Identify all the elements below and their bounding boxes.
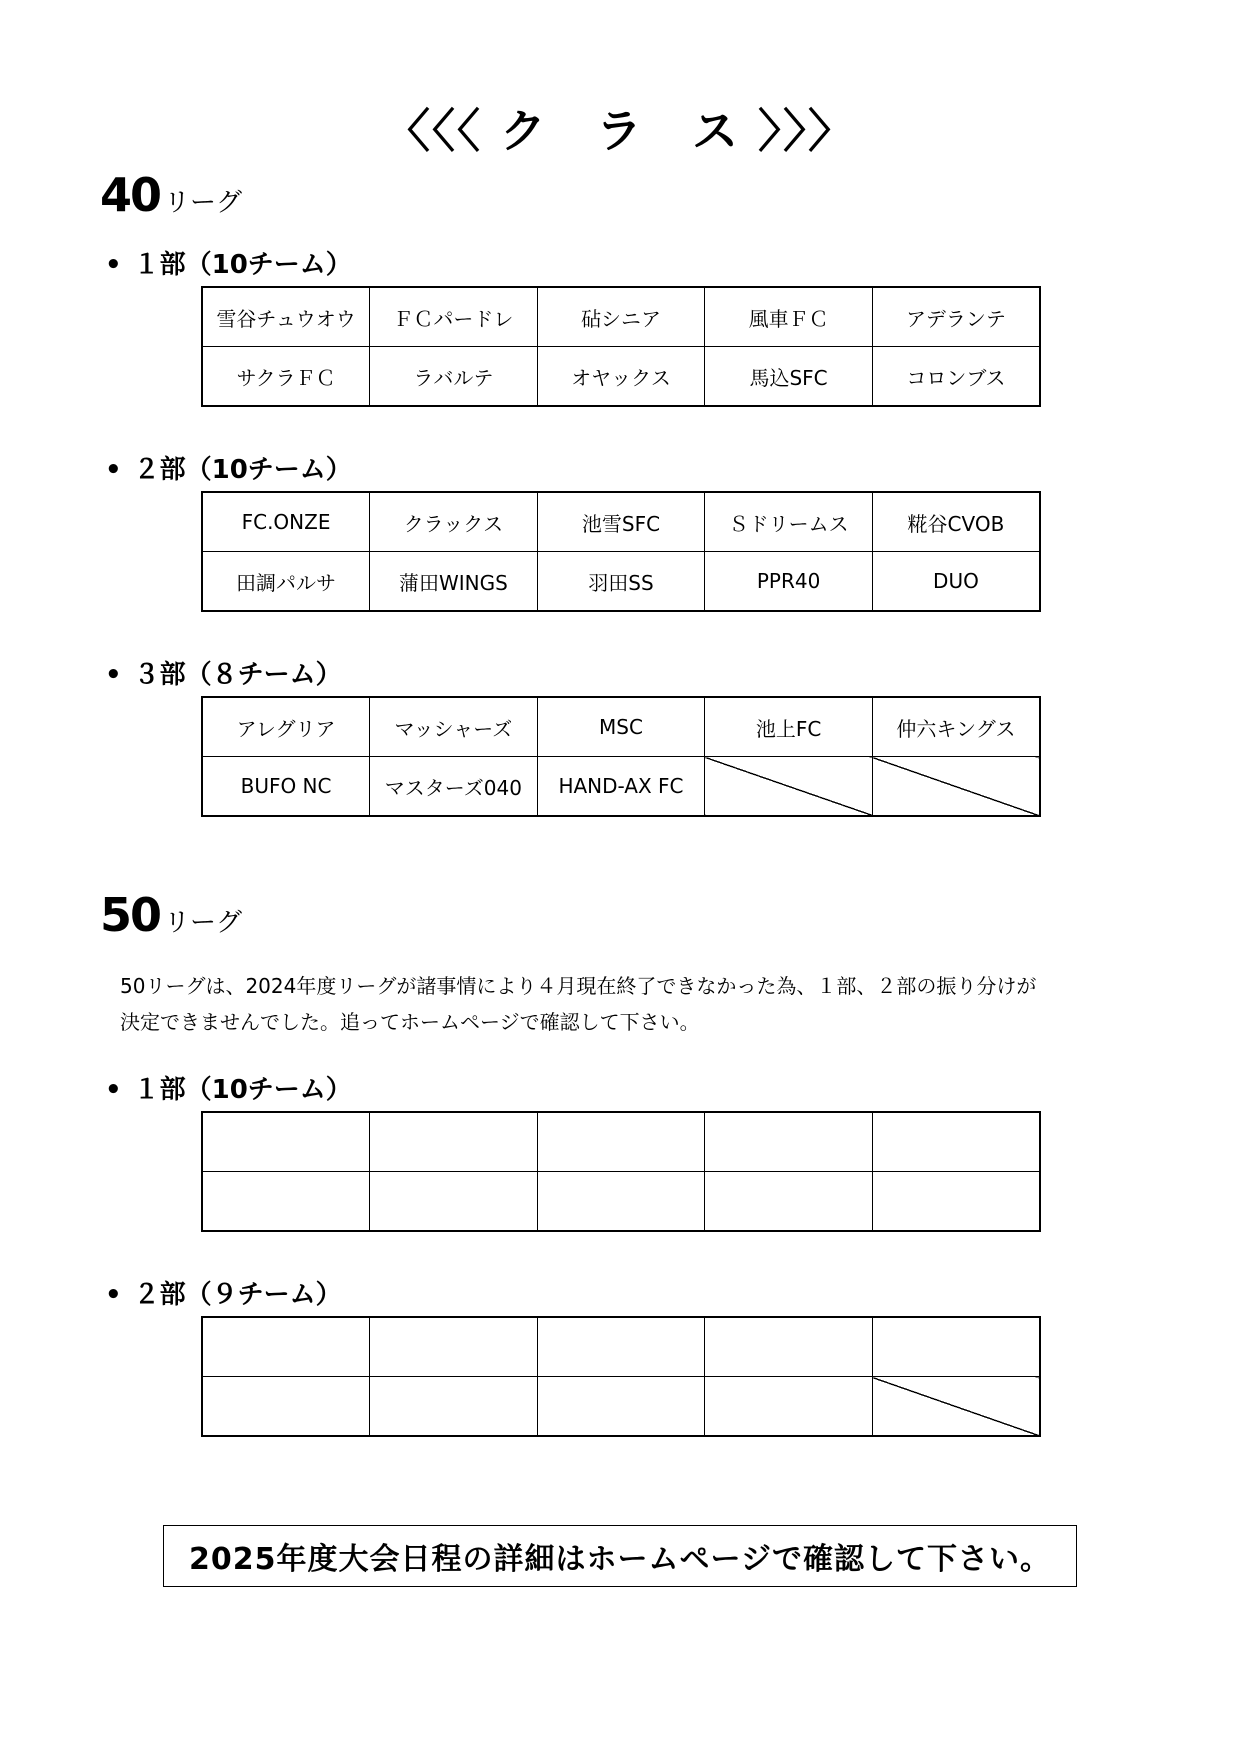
- note-line: 決定できませんでした。追ってホームページで確認して下さい。: [120, 1010, 700, 1034]
- division-label: ２部（10チーム）: [133, 455, 352, 485]
- team-cell: 池上FC: [705, 697, 873, 757]
- table-row: [202, 697, 1040, 757]
- league-suffix: リーグ: [164, 188, 243, 218]
- empty-team-cell: [872, 1172, 1040, 1232]
- league-40-heading: [100, 168, 242, 222]
- empty-slot-cell: [705, 757, 873, 817]
- team-cell: BUFO NC: [202, 757, 370, 817]
- empty-team-cell: [872, 1317, 1040, 1377]
- league-40-division-3-heading: [105, 654, 342, 691]
- league-40-division-2-table: [201, 491, 1041, 612]
- team-cell: アレグリア: [202, 697, 370, 757]
- table-row: [202, 1112, 1040, 1172]
- team-cell: MSC: [537, 697, 705, 757]
- league-50-division-1-table: [201, 1111, 1041, 1232]
- team-cell: 田調パルサ: [202, 552, 370, 612]
- empty-team-cell: [202, 1317, 370, 1377]
- page-title: 〈〈〈 ク ラ ス 〉〉〉: [383, 104, 857, 158]
- league-40-division-3-table: [201, 696, 1041, 817]
- bullet: •: [105, 1280, 122, 1310]
- team-cell: 羽田SS: [537, 552, 705, 612]
- team-cell: 蒲田WINGS: [370, 552, 538, 612]
- team-cell: アデランテ: [872, 287, 1040, 347]
- empty-team-cell: [537, 1317, 705, 1377]
- league-50-division-2-heading: [105, 1274, 342, 1311]
- team-cell: ラバルテ: [370, 347, 538, 407]
- league-50-division-2-table: [201, 1316, 1041, 1437]
- table-row: [202, 1377, 1040, 1437]
- league-50-note: [120, 968, 1100, 1040]
- team-cell: 池雪SFC: [537, 492, 705, 552]
- empty-team-cell: [537, 1377, 705, 1437]
- team-cell: Ｓドリームス: [705, 492, 873, 552]
- division-label: ２部（９チーム）: [133, 1280, 342, 1310]
- empty-slot-cell: [872, 757, 1040, 817]
- empty-slot-cell: [872, 1377, 1040, 1437]
- table-row: [202, 287, 1040, 347]
- table-row: [202, 1317, 1040, 1377]
- team-cell: 糀谷CVOB: [872, 492, 1040, 552]
- team-cell: 砧シニア: [537, 287, 705, 347]
- bullet: •: [105, 660, 122, 690]
- division-label: １部（10チーム）: [133, 250, 352, 280]
- bullet: •: [105, 250, 122, 280]
- empty-team-cell: [370, 1172, 538, 1232]
- empty-team-cell: [705, 1112, 873, 1172]
- empty-team-cell: [370, 1112, 538, 1172]
- empty-team-cell: [370, 1317, 538, 1377]
- table-row: [202, 492, 1040, 552]
- division-label: ３部（８チーム）: [133, 660, 342, 690]
- empty-team-cell: [537, 1112, 705, 1172]
- league-number: 50: [100, 888, 161, 942]
- empty-team-cell: [202, 1377, 370, 1437]
- team-cell: FC.ONZE: [202, 492, 370, 552]
- empty-team-cell: [537, 1172, 705, 1232]
- team-cell: サクラＦＣ: [202, 347, 370, 407]
- team-cell: 馬込SFC: [705, 347, 873, 407]
- league-50-division-1-heading: [105, 1069, 352, 1106]
- empty-team-cell: [872, 1112, 1040, 1172]
- table-row: [202, 347, 1040, 407]
- league-40-division-1-table: [201, 286, 1041, 407]
- league-suffix: リーグ: [164, 908, 243, 938]
- table-row: [202, 1172, 1040, 1232]
- empty-team-cell: [202, 1172, 370, 1232]
- team-cell: オヤックス: [537, 347, 705, 407]
- league-number: 40: [100, 168, 161, 222]
- team-cell: ＦＣパードレ: [370, 287, 538, 347]
- note-line: 50リーグは、2024年度リーグが諸事情により４月現在終了できなかった為、１部、２部の振り分けが: [120, 974, 1037, 998]
- footer-notice: 2025年度大会日程の詳細はホームページで確認して下さい。: [163, 1525, 1077, 1587]
- team-cell: DUO: [872, 552, 1040, 612]
- league-50-heading: [100, 888, 242, 942]
- bullet: •: [105, 1075, 122, 1105]
- team-cell: 雪谷チュウオウ: [202, 287, 370, 347]
- team-cell: マスターズ040: [370, 757, 538, 817]
- team-cell: 仲六キングス: [872, 697, 1040, 757]
- team-cell: PPR40: [705, 552, 873, 612]
- team-cell: マッシャーズ: [370, 697, 538, 757]
- empty-team-cell: [202, 1112, 370, 1172]
- empty-team-cell: [705, 1172, 873, 1232]
- empty-team-cell: [370, 1377, 538, 1437]
- table-row: [202, 552, 1040, 612]
- team-cell: 風車ＦＣ: [705, 287, 873, 347]
- empty-team-cell: [705, 1317, 873, 1377]
- team-cell: クラックス: [370, 492, 538, 552]
- team-cell: コロンブス: [872, 347, 1040, 407]
- team-cell: HAND-AX FC: [537, 757, 705, 817]
- table-row: [202, 757, 1040, 817]
- bullet: •: [105, 455, 122, 485]
- empty-team-cell: [705, 1377, 873, 1437]
- league-40-division-1-heading: [105, 244, 352, 281]
- division-label: １部（10チーム）: [133, 1075, 352, 1105]
- league-40-division-2-heading: [105, 449, 352, 486]
